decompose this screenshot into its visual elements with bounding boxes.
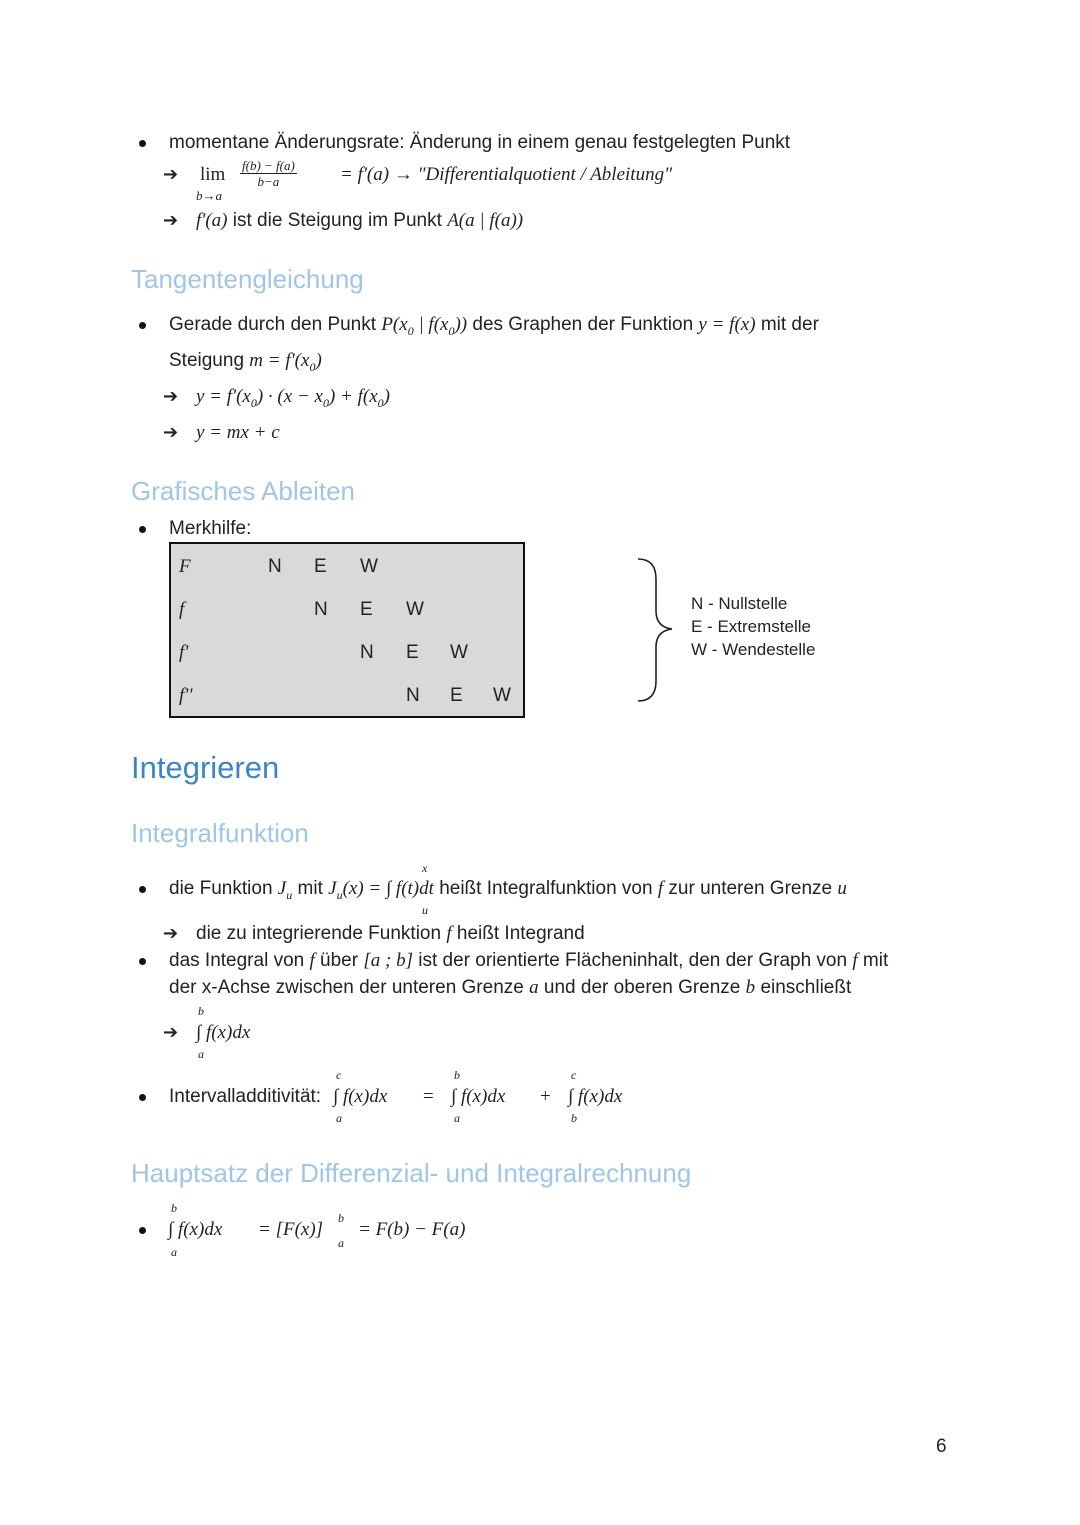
math: ) · (x − x	[256, 386, 323, 407]
text: die zu integrierende Funktion	[196, 923, 442, 944]
bullet	[139, 958, 146, 965]
upper-limit: b	[198, 1004, 204, 1018]
subscript: u	[336, 888, 343, 902]
text: das Integral von	[169, 950, 305, 971]
rate-definition: momentane Änderungsrate: Änderung in einem genau festgelegten Punkt	[169, 132, 791, 153]
math: a	[529, 977, 539, 998]
bullet	[139, 526, 146, 533]
heading-grafisches-ableiten: Grafisches Ableiten	[131, 476, 356, 506]
heading-integrieren: Integrieren	[131, 750, 280, 785]
arrow-icon: ➔	[163, 210, 179, 230]
text: des Graphen der Funktion	[472, 314, 694, 335]
math: f	[309, 950, 315, 971]
upper-limit: b	[171, 1201, 177, 1215]
math: J	[277, 878, 287, 899]
math: )	[383, 386, 390, 407]
math: f	[446, 923, 452, 944]
integral-definition-line2	[169, 977, 851, 999]
tangent-definition-line1	[169, 314, 819, 342]
lower-limit: b	[571, 1111, 577, 1125]
math: m = f'(x	[249, 350, 310, 371]
math: | f(x	[413, 314, 449, 335]
slope-text: ist die Steigung im Punkt	[232, 210, 442, 231]
point-math: A(a | f(a))	[447, 210, 524, 231]
subscript: 0	[322, 396, 329, 410]
subscript: 0	[377, 396, 384, 410]
text: über	[320, 950, 359, 971]
math: (x) = ∫ f(t)dt	[342, 878, 434, 899]
integral-expression: ∫ f(x)dx	[451, 1086, 506, 1107]
upper-limit: b	[454, 1068, 460, 1082]
integral-expression: ∫ f(x)dx	[333, 1086, 388, 1107]
letter-n: N	[406, 685, 420, 706]
integralfunktion-definition	[169, 878, 847, 906]
tangent-definition-line2	[169, 350, 322, 378]
text: heißt Integralfunktion von	[439, 878, 653, 899]
bullet	[139, 1094, 146, 1101]
lim-symbol: lim	[200, 164, 226, 185]
text: mit der	[760, 314, 819, 335]
tangent-equation	[196, 386, 390, 411]
function-math: y = f(x)	[698, 314, 756, 335]
letter-n: N	[268, 556, 282, 577]
hauptsatz-antiderivative: = [F(x)]	[258, 1219, 324, 1240]
subscript: 0	[250, 396, 257, 410]
legend-extremstelle: E - Extremstelle	[691, 617, 811, 636]
letter-n: N	[360, 642, 374, 663]
letter-w: W	[493, 685, 511, 706]
letter-w: W	[360, 556, 378, 577]
text: Steigung	[169, 350, 245, 371]
subscript: 0	[448, 324, 455, 338]
text: die Funktion	[169, 878, 273, 899]
math: [a ; b]	[363, 950, 413, 971]
lower-limit: a	[338, 1236, 344, 1250]
subscript: u	[286, 888, 293, 902]
text: Gerade durch den Punkt	[169, 314, 377, 335]
lim-subscript: b→a	[196, 188, 222, 203]
bullet	[139, 1227, 146, 1234]
upper-limit: c	[336, 1068, 342, 1082]
plus-sign: +	[540, 1086, 551, 1107]
math: J	[328, 878, 337, 899]
upper-limit: x	[422, 861, 428, 875]
slope-line	[196, 210, 523, 232]
integral-function-math	[328, 878, 434, 902]
integrand-line	[196, 923, 585, 945]
row-label: F	[179, 556, 191, 577]
math: b	[745, 977, 756, 998]
math: )	[315, 350, 322, 371]
upper-limit: c	[571, 1068, 577, 1082]
difference-quotient	[240, 158, 297, 189]
integral-expression: ∫ f(x)dx	[568, 1086, 623, 1107]
fraction-numerator: f(b) − f(a)	[242, 158, 295, 173]
upper-limit: b	[338, 1211, 344, 1225]
text: ist der orientierte Flächeninhalt, den der Graph von	[418, 950, 848, 971]
derivative-math: f'(a)	[196, 210, 228, 231]
merkhilfe-label: Merkhilfe:	[169, 518, 252, 539]
slope-math	[249, 350, 322, 374]
page-number: 6	[936, 1436, 947, 1457]
heading-hauptsatz: Hauptsatz der Differenzial- und Integralrechnung	[131, 1158, 692, 1188]
math: u	[837, 878, 847, 899]
row-label: f'	[179, 642, 189, 663]
bullet	[139, 322, 146, 329]
hauptsatz-rhs: = F(b) − F(a)	[358, 1219, 466, 1240]
arrow-icon: ➔	[163, 422, 179, 442]
text: einschließt	[760, 977, 852, 998]
legend-nullstelle: N - Nullstelle	[691, 594, 788, 613]
row-label: f	[179, 599, 185, 620]
lower-limit: a	[454, 1111, 460, 1125]
fraction-denominator: b−a	[257, 174, 280, 189]
legend	[691, 592, 815, 661]
letter-w: W	[406, 599, 424, 620]
heading-integralfunktion: Integralfunktion	[131, 818, 309, 848]
bullet	[139, 140, 146, 147]
derivative-equation: = f'(a) → "Differentialquotient / Ableitung"	[340, 164, 673, 185]
lower-limit: a	[198, 1047, 204, 1061]
letter-e: E	[360, 599, 373, 620]
arrow-icon: ➔	[163, 1022, 179, 1042]
legend-wendestelle: W - Wendestelle	[691, 640, 816, 659]
text: heißt Integrand	[456, 923, 585, 944]
text: der x-Achse zwischen der unteren Grenze	[169, 977, 524, 998]
math: ) + f(x	[328, 386, 378, 407]
arrow-icon: ➔	[163, 386, 179, 406]
lower-limit: a	[171, 1245, 177, 1259]
letter-e: E	[314, 556, 327, 577]
bullet	[139, 886, 146, 893]
lower-limit: a	[336, 1111, 342, 1125]
row-label: f''	[179, 685, 193, 706]
text: mit	[297, 878, 323, 899]
subscript: 0	[309, 360, 316, 374]
intervalladditivitaet-label: Intervalladditivität:	[169, 1086, 322, 1107]
curly-brace-icon	[630, 555, 680, 705]
subscript: 0	[407, 324, 414, 338]
text: zur unteren Grenze	[668, 878, 833, 899]
hauptsatz-lhs: ∫ f(x)dx	[168, 1219, 223, 1240]
letter-e: E	[406, 642, 419, 663]
linear-equation: y = mx + c	[196, 422, 280, 443]
text: und der oberen Grenze	[543, 977, 741, 998]
equals-sign: =	[423, 1086, 434, 1107]
letter-e: E	[450, 685, 463, 706]
heading-tangentengleichung: Tangentengleichung	[131, 264, 364, 294]
math: ))	[454, 314, 468, 335]
merkhilfe-table	[169, 542, 525, 718]
lower-limit: u	[422, 903, 428, 917]
integral-definition-line1	[169, 950, 888, 972]
math: y = f'(x	[196, 386, 251, 407]
letter-n: N	[314, 599, 328, 620]
arrow-icon: ➔	[163, 164, 179, 184]
letter-w: W	[450, 642, 468, 663]
text: mit	[862, 950, 889, 971]
point-math	[381, 314, 468, 338]
math: f	[657, 878, 664, 899]
integral-expression: ∫ f(x)dx	[196, 1022, 251, 1043]
arrow-icon: ➔	[163, 923, 179, 943]
math	[277, 878, 293, 902]
math: P(x	[381, 314, 408, 335]
math: f	[852, 950, 858, 971]
